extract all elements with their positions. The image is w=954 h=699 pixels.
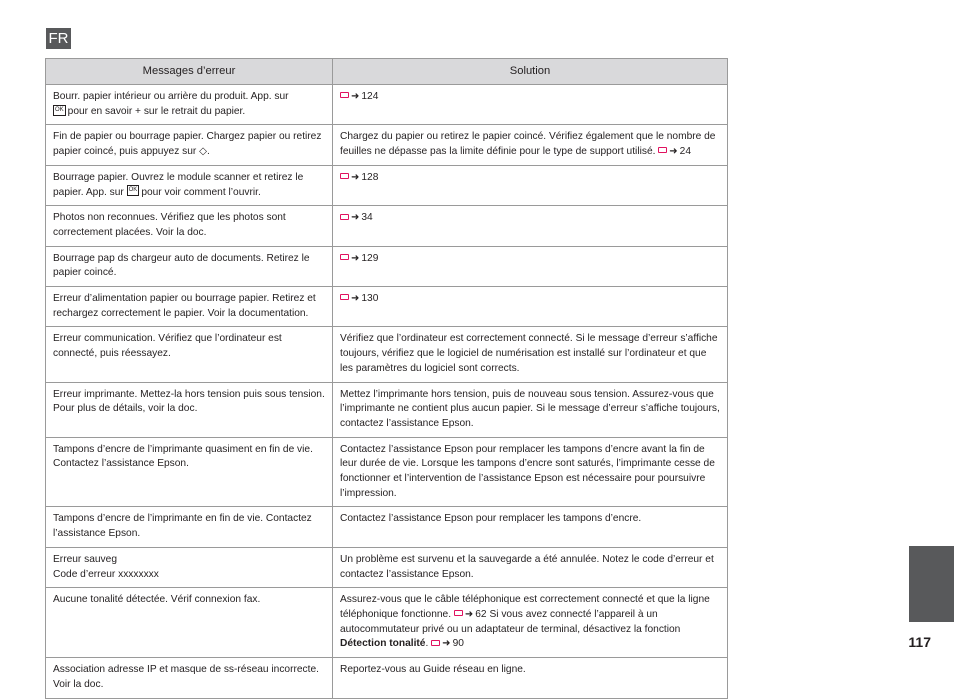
table-row — [46, 327, 728, 382]
arrow-right-icon: ➜ — [351, 212, 360, 224]
error-message-cell: Fin de papier ou bourrage papier. Chargez papier ou retirez papier coincé, puis appuyez sur ◇. — [46, 125, 333, 165]
language-badge: FR — [46, 28, 71, 49]
error-message-cell: Aucune tonalité détectée. Vérif connexion fax. — [46, 588, 333, 658]
solution-cell: Mettez l’imprimante hors tension, puis de nouveau sous tension. Assurez-vous que l’imprimante ne contient plus aucun papier. Si le message d’erreur s’affiche toujours, contactez l’assistance Epson. — [333, 382, 728, 437]
book-icon — [340, 254, 349, 260]
arrow-right-icon: ➜ — [464, 608, 474, 620]
table-row — [46, 507, 728, 547]
error-message-cell: Erreur sauveg Code d’erreur xxxxxxxx — [46, 547, 333, 587]
table-row — [46, 85, 728, 125]
error-message-cell: Bourr. papier intérieur ou arrière du produit. App. sur OK pour en savoir + sur le retrait du papier. — [46, 85, 333, 125]
page-reference[interactable]: 62 — [475, 608, 487, 620]
table-row — [46, 382, 728, 437]
page-reference[interactable]: 129 — [361, 252, 379, 264]
solution-cell: Un problème est survenu et la sauvegarde a été annulée. Notez le code d’erreur et contactez l’assistance Epson. — [333, 547, 728, 587]
table-row — [46, 246, 728, 286]
page-reference[interactable]: 130 — [361, 293, 379, 305]
table-row — [46, 125, 728, 165]
ok-button-icon: OK — [127, 185, 140, 196]
table-row — [46, 547, 728, 587]
error-message-cell: Photos non reconnues. Vérifiez que les photos sont correctement placées. Voir la doc. — [46, 206, 333, 246]
error-message-cell: Erreur imprimante. Mettez-la hors tension puis sous tension. Pour plus de détails, voir la doc. — [46, 382, 333, 437]
solution-cell — [333, 165, 728, 205]
solution-cell — [333, 246, 728, 286]
table-row — [46, 287, 728, 327]
book-icon — [340, 92, 349, 98]
solution-cell: Vérifiez que l’ordinateur est correctement connecté. Si le message d’erreur s’affiche toujours, vérifiez que le logiciel de numérisation est installé sur l’ordinateur et que les paramètres du logiciel sont corrects. — [333, 327, 728, 382]
error-messages-table — [45, 58, 728, 699]
arrow-right-icon: ➜ — [351, 171, 360, 183]
page-reference[interactable]: 124 — [361, 91, 379, 102]
table-row — [46, 437, 728, 507]
column-header-solution: Solution — [333, 59, 728, 85]
error-message-cell: Bourrage papier. Ouvrez le module scanner et retirez le papier. App. sur OK pour voir comment l’ouvrir. — [46, 165, 333, 205]
page-reference[interactable]: 34 — [361, 212, 373, 224]
page-number: 117 — [908, 634, 931, 650]
arrow-right-icon: ➜ — [351, 91, 360, 102]
error-message-cell: Tampons d’encre de l’imprimante en fin de vie. Contactez l’assistance Epson. — [46, 507, 333, 547]
book-icon — [340, 214, 349, 220]
arrow-right-icon: ➜ — [351, 293, 360, 305]
solution-cell — [333, 206, 728, 246]
error-message-cell: Association adresse IP et masque de ss-réseau incorrecte. Voir la doc. — [46, 658, 333, 698]
table-row — [46, 588, 728, 658]
error-message-cell: Erreur d’alimentation papier ou bourrage papier. Retirez et rechargez correctement le papier. Voir la documentation. — [46, 287, 333, 327]
solution-cell — [333, 85, 728, 125]
error-message-cell: Erreur communication. Vérifiez que l’ordinateur est connecté, puis réessayez. — [46, 327, 333, 382]
book-icon — [454, 610, 463, 616]
book-icon — [340, 173, 349, 179]
ok-button-icon: OK — [53, 105, 66, 116]
page-reference[interactable]: 128 — [361, 171, 379, 183]
solution-cell: Reportez-vous au Guide réseau en ligne. — [333, 658, 728, 698]
setting-name: Détection tonalité — [340, 638, 426, 650]
error-message-cell: Tampons d’encre de l’imprimante quasiment en fin de vie. Contactez l’assistance Epson. — [46, 437, 333, 507]
book-icon — [431, 640, 440, 646]
solution-cell: Contactez l’assistance Epson pour remplacer les tampons d’encre avant la fin de leur durée de vie. Lorsque les tampons d’encre sont saturés, l’imprimante cesse de fonctionner et l’intervention de l’assistance Epson est nécessaire pour poursuivre l’impression. — [333, 437, 728, 507]
solution-cell: Contactez l’assistance Epson pour remplacer les tampons d’encre. — [333, 507, 728, 547]
table-row — [46, 658, 728, 698]
solution-cell — [333, 287, 728, 327]
page-reference[interactable]: 24 — [679, 146, 692, 158]
table-header-row — [46, 59, 728, 85]
book-icon — [340, 294, 349, 300]
arrow-right-icon: ➜ — [442, 638, 451, 650]
table-row — [46, 165, 728, 205]
column-header-messages: Messages d’erreur — [46, 59, 333, 85]
table-row — [46, 206, 728, 246]
page-reference[interactable]: 90 — [452, 638, 464, 650]
error-message-cell: Bourrage pap ds chargeur auto de documents. Retirez le papier coincé. — [46, 246, 333, 286]
arrow-right-icon: ➜ — [669, 146, 678, 158]
solution-cell: Chargez du papier ou retirez le papier coincé. Vérifiez également que le nombre de feuilles ne dépasse pas la limite définie pour le type de support utilisé. ➜ 24 — [333, 125, 728, 165]
arrow-right-icon: ➜ — [351, 252, 360, 264]
solution-cell: Assurez-vous que le câble téléphonique est correctement connecté et que la ligne téléphonique fonctionne. ➜ 62 Si vous avez connecté l’appareil à un autocommutateur privé ou un adaptateur de terminal, désactivez la fonction Détection tonalité. ➜ 90 — [333, 588, 728, 658]
book-icon — [658, 147, 667, 153]
section-side-tab — [909, 546, 954, 622]
